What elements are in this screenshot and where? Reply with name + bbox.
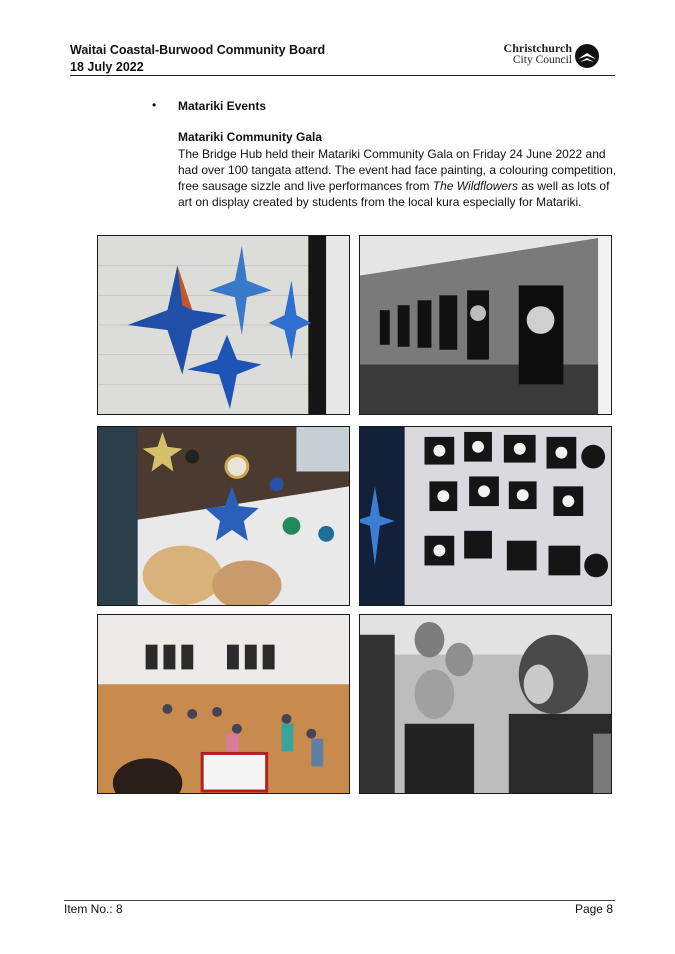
page-number: Page 8: [574, 902, 613, 916]
meeting-date: 18 July 2022: [70, 60, 144, 74]
photo-face-painting: [359, 614, 612, 794]
section-heading: Matariki Events: [178, 99, 267, 113]
body-paragraph: [178, 146, 618, 210]
photo-hall-event: [97, 614, 350, 794]
header-divider: [70, 75, 615, 76]
photo-star-wall: [359, 426, 612, 606]
logo-line2: City Council: [512, 54, 572, 66]
paragraph-part2: as well as lots of art on display created by students from the local kura especially for Matariki.: [178, 179, 610, 209]
bullet-marker: •: [152, 98, 157, 112]
logo-emblem-icon: [574, 43, 600, 69]
performer-name: The Wildflowers: [432, 179, 519, 193]
photo-wall-posters: [359, 235, 612, 415]
header-title-block: [70, 42, 325, 76]
item-number: Item No.: 8: [64, 902, 123, 916]
board-name: Waitai Coastal-Burwood Community Board: [70, 43, 326, 57]
sub-heading: Matariki Community Gala: [178, 130, 323, 144]
photo-star-artworks: [97, 235, 350, 415]
logo-line1: Christchurch: [503, 41, 572, 55]
photo-painting-table: [97, 426, 350, 606]
paragraph-part1: The Bridge Hub held their Matariki Community Gala on Friday 24 June 2022 and had over 100 tangata attend. The event had face painting, a colouring competition, free sausage sizzle and live performances from: [178, 147, 617, 193]
council-logo: [497, 42, 602, 70]
footer-divider: [64, 900, 615, 901]
